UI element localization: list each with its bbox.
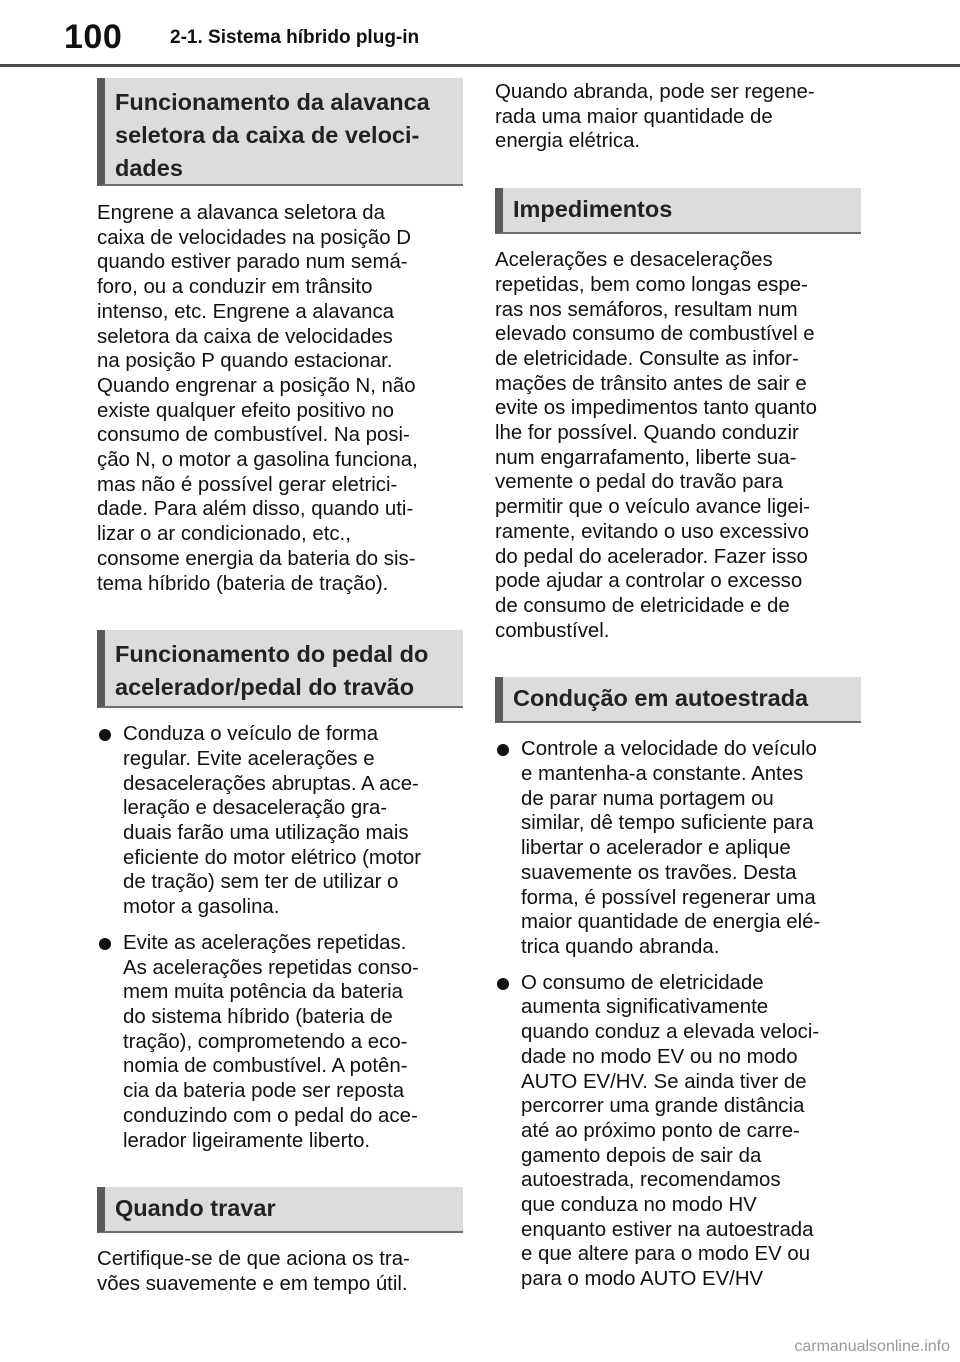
- paragraph-braking: Certifique-se de que aciona os tra- vões suavemente e em tempo útil.: [97, 1248, 410, 1295]
- heading-text: Condução em autoestrada: [513, 685, 809, 712]
- heading-text: Quando travar: [115, 1195, 276, 1222]
- bullet-text: Controle a velocidade do veículo e mantenha-a constante. Antes de parar numa portagem ou similar, dê tempo suficiente para libertar o acelerador e aplique suavemente os travões. Desta forma, é possível regenerar uma maior quantidade de energia elé- trica quando abranda.: [521, 738, 821, 958]
- heading-highway: [495, 677, 861, 723]
- paragraph-regeneration: Quando abranda, pode ser regene- rada uma maior quantidade de energia elétrica.: [495, 81, 815, 153]
- heading-gear-selector: [97, 78, 463, 186]
- list-item: [495, 971, 861, 1292]
- list-item: [495, 737, 861, 959]
- heading-text: Funcionamento da alavanca seletora da caixa de veloci- dades: [115, 89, 430, 181]
- bullet-icon: [497, 978, 509, 990]
- bullet-icon: [497, 744, 509, 756]
- list-item: [97, 722, 463, 920]
- list-item: [97, 931, 463, 1153]
- header-rule: [0, 64, 960, 67]
- right-column: [495, 78, 861, 1292]
- watermark: carmanualsonline.info: [794, 1338, 950, 1355]
- bullet-text: Evite as acelerações repetidas. As acelerações repetidas conso- mem muita potência da bateria do sistema híbrido (bateria de tração), comprometendo a eco- nomia de combustível. A potên- cia da bateria pode ser reposta conduzindo com o pedal do ace- lerador ligeiramente liberto.: [123, 931, 419, 1152]
- heading-pedal-operation: [97, 630, 463, 708]
- page-number: 100: [64, 18, 123, 56]
- heading-text: Impedimentos: [513, 196, 673, 223]
- bullet-icon: [99, 729, 111, 741]
- heading-braking: [97, 1187, 463, 1233]
- heading-traffic: [495, 188, 861, 234]
- paragraph-gear-selector: Engrene a alavanca seletora da caixa de velocidades na posição D quando estiver parado num semá- foro, ou a conduzir em trânsito intenso, etc. Engrene a alavanca seletora da caixa de velocidades na posição P quando estacionar. Quando engrenar a posição N, não existe qualquer efeito positivo no consumo de combustível. Na posi- ção N, o motor a gasolina funciona, mas não é possível gerar eletrici- dade. Para além disso, quando uti- lizar o ar condicionado, etc., consome energia da bateria do sis- tema híbrido (bateria de tração).: [97, 202, 418, 595]
- bullet-icon: [99, 938, 111, 950]
- section-title: 2-1. Sistema híbrido plug-in: [170, 27, 420, 48]
- heading-text: Funcionamento do pedal do acelerador/pedal do travão: [115, 641, 429, 701]
- bullet-text: O consumo de eletricidade aumenta significativamente quando conduz a elevada veloci- dade no modo EV ou no modo AUTO EV/HV. Se ainda tiver de percorrer uma grande distância até ao próximo ponto de carre- gamento depois de sair da autoestrada, recomendamos que conduza no modo HV enquanto estiver na autoestrada e que altere para o modo EV ou para o modo AUTO EV/HV: [521, 971, 820, 1291]
- bullet-text: Conduza o veículo de forma regular. Evite acelerações e desacelerações abruptas. A ace- leração e desaceleração gra- duais farão uma utilização mais eficiente do motor elétrico (motor de tração) sem ter de utilizar o motor a gasolina.: [123, 723, 422, 919]
- left-column: [97, 78, 463, 1297]
- page-header: [0, 0, 960, 70]
- paragraph-traffic: Acelerações e desacelerações repetidas, bem como longas espe- ras nos semáforos, resultam num elevado consumo de combustível e de eletricidade. Consulte as infor- mações de trânsito antes de sair e evite os impedimentos tanto quanto lhe for possível. Quando conduzir num engarrafamento, liberte sua- vemente o pedal do travão para permitir que o veículo avance ligei- ramente, evitando o uso excessivo do pedal do acelerador. Fazer isso pode ajudar a controlar o excesso de consumo de eletricidade e de combustível.: [495, 249, 817, 642]
